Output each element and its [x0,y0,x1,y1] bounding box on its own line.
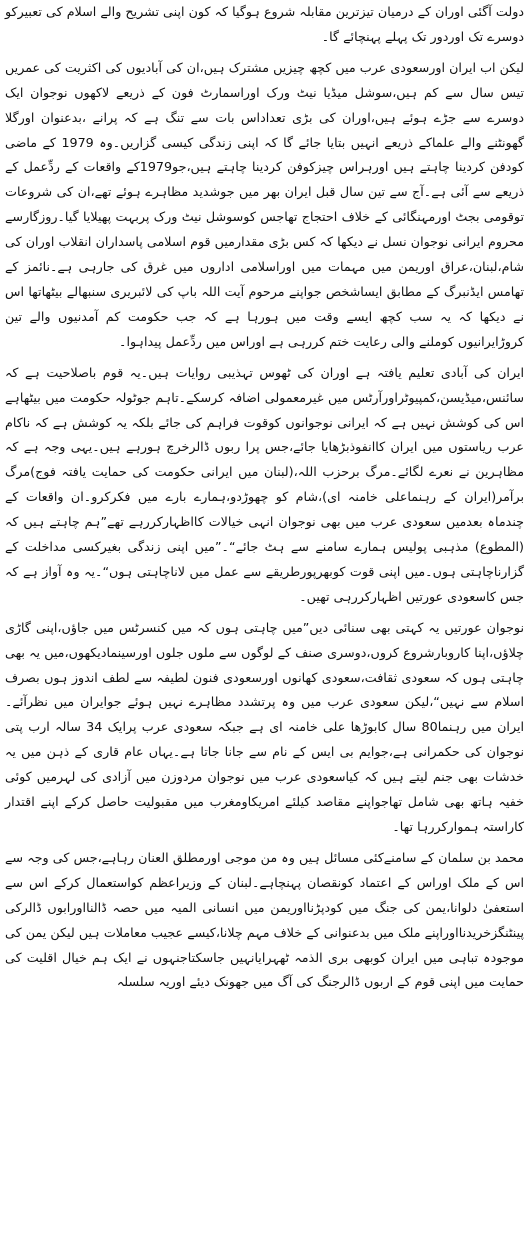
paragraph-2: لیکن اب ایران اورسعودی عرب میں کچھ چیزیں مشترک ہیں،ان کی آبادیوں کی اکثریت کی عمریں تیس سال سے کم ہیں،سوشل میڈیا نیٹ ورک اوراسمارٹ فون کے ذریعے لاکھوں نوجوان ایک دوسرے سے جڑے ہوئے ہیں،اوران کی بڑی تعداداس بات سے تنگ ہے کہ پرانے ،بدعنوان اورگلا گھونٹنے والے علماکے ذریعے انہیں بتایا جائے گا کہ اپنی زندگی کیسی گزاریں۔وہ 1979 کے ماضی کودفن کردینا چاہتے ہیں اورہراس چیزکوفن کردینا چاہتے ہیں،جو1979کے واقعات کے ردِّعمل کے ذریعے سے آئی ہے۔آج سے تین سال قبل ایران بھر میں جوشدید مظاہرے ہوئے تھے،ان کی شروعات توقومی بجٹ اورمہنگائی کے خلاف احتجاج تھاجس کوسوشل نیٹ ورک پربہت پھیلایا گیا۔روزگارسے محروم ایرانی نوجوان نسل نے دیکھا کہ کس بڑی مقدارمیں قوم اسلامی پاسداران انقلاب اوران کی شام،لبنان،عراق اوریمن میں مہمات میں اوراسلامی اداروں میں غرق کی جارہی ہے۔نائمز کے تھامس ایڈنبرگ کے مطابق ایساشخص جواپنے مرحوم آیت اللہ باپ کی لائبریری سنبھالے بیٹھاتھا اس نے دیکھا کہ یہ سب کچھ ایسے وقت میں ہورہا ہے کہ جب حکومت کم آمدنیوں والے تین کروڑایرانیوں کوملنے والی رعایت ختم کررہی ہے اوراس میں ردِّعمل پیداہوا۔ [5,59,524,349]
article-page [5,0,524,1001]
paragraph-3: ایران کی آبادی تعلیم یافتہ ہے اوران کی ٹھوس تہذیبی روایات ہیں۔یہ قوم باصلاحیت ہے کہ سائنس،میڈیسن،کمپیوٹراورآرٹس میں غیرمعمولی اضافہ کرسکے۔تاہم جوٹولہ حکومت میں بیٹھاہے اس کی کوشش نہیں ہے کہ ایرانی نوجوانوں کوقوت فراہم کی جائے بلکہ یہ کوشش ہے کہ ناکام عرب ریاستوں میں ایران کاانفوذبڑھایا جائے،جس پرا ربوں ڈالرخرچ ہورہے ہیں۔یہی وجہ ہے کہ مظاہرین نے نعرے لگائے۔مرگ برحزب اللہ،(لبنان میں ایرانی حکومت کی حمایت یافتہ فوج)مرگ برآمر(ایران کے رہنماعلی خامنہ ای)،شام کو چھوڑدو،ہمارے بارے میں فکرکرو۔ان واقعات کے چندماہ بعدمیں سعودی عرب میں بھی نوجوان انہی خیالات کااظہارکررہے تھے”ہم چاہتے ہیں کہ (المطوع) مذہبی پولیس ہمارے سامنے سے ہٹ جائے“۔”میں اپنی زندگی بغیرکسی مداخلت کے گزارناچاہتی ہوں۔میں اپنی قوت کوبھرپورطریقے سے عمل میں لاناچاہتی ہوں“۔یہ وہ آواز ہے کہ جس کاسعودی عورتیں اظہارکررہی تھیں۔ [5,364,524,604]
paragraph-1: دولت آگئی اوران کے درمیان تیزترین مقابلہ شروع ہوگیا کہ کون اپنی تشریح والے اسلام کی تعبیرکو دوسرے تک اوردور تک پہلے پہنچائے گا۔ [5,4,524,44]
paragraph-4: نوجوان عورتیں یہ کہتی بھی سنائی دیں”میں چاہتی ہوں کہ میں کنسرٹس میں جاؤں،اپنی گاڑی چلاؤں،اپنا کاروبارشروع کروں،دوسری صنف کے لوگوں سے ملوں جلوں اورسینمادیکھوں،میں یہ بھی چاہتی ہوں کہ سعودی ثقافت،سعودی کھانوں اورسعودی فنون لطیفہ سے لطف اندوز ہوں بصرف اسلام سے نہیں“،لیکن سعودی عرب میں وہ پرتشدد مظاہرے نہیں ہوئے جوایران میں نظرآئے۔ایران میں رہنما80 سال کابوڑھا علی خامنہ ای ہے جبکہ سعودی عرب پرایک 34 سالہ ارب پتی نوجوان کی حکمرانی ہے،جوایم بی ایس کے نام سے جانا جاتا ہے۔یہاں عام قاری کے ذہن میں یہ خدشات بھی جنم لیتے ہیں کہ کیاسعودی عرب میں نوجوان مردوزن میں آزادی کی لہرمیں کوئی خفیہ ہاتھ بھی شامل تھاجواپنے مقاصد کیلئے امریکاومغرب میں مقبولیت حاصل کرکے اپنے اقتدار کاراستہ ہموارکررہا تھا۔ [5,619,524,834]
paragraph-5: محمد بن سلمان کے سامنےکئی مسائل ہیں وہ من موجی اورمطلق العنان رہاہے،جس کی وجہ سے اس کے ملک اوراس کے اعتماد کونقصان پہنچاہے۔لبنان کے وزیراعظم کواستعمال کرکے اس سے استعفیٰ دلوانا،یمن کی جنگ میں کودپڑنااوریمن میں انسانی المیہ میں حصہ ڈالنااورابوں ڈالرکی پینٹنگزخریدنااوراپنے ملک میں بدعنوانی کے خلاف مہم چلانا،کیسے عجیب معاملات ہیں لیکن یمن کی موجودہ تباہی میں ایران کوبھی بری الذمہ ٹھہرایانہیں جاسکتاجنہوں نے ایک ہم خیال اقلیت کی حمایت میں اپنی قوم کے اربوں ڈالرجنگ کی آگ میں جھونک دیئے اوریہ سلسلہ [5,849,524,990]
